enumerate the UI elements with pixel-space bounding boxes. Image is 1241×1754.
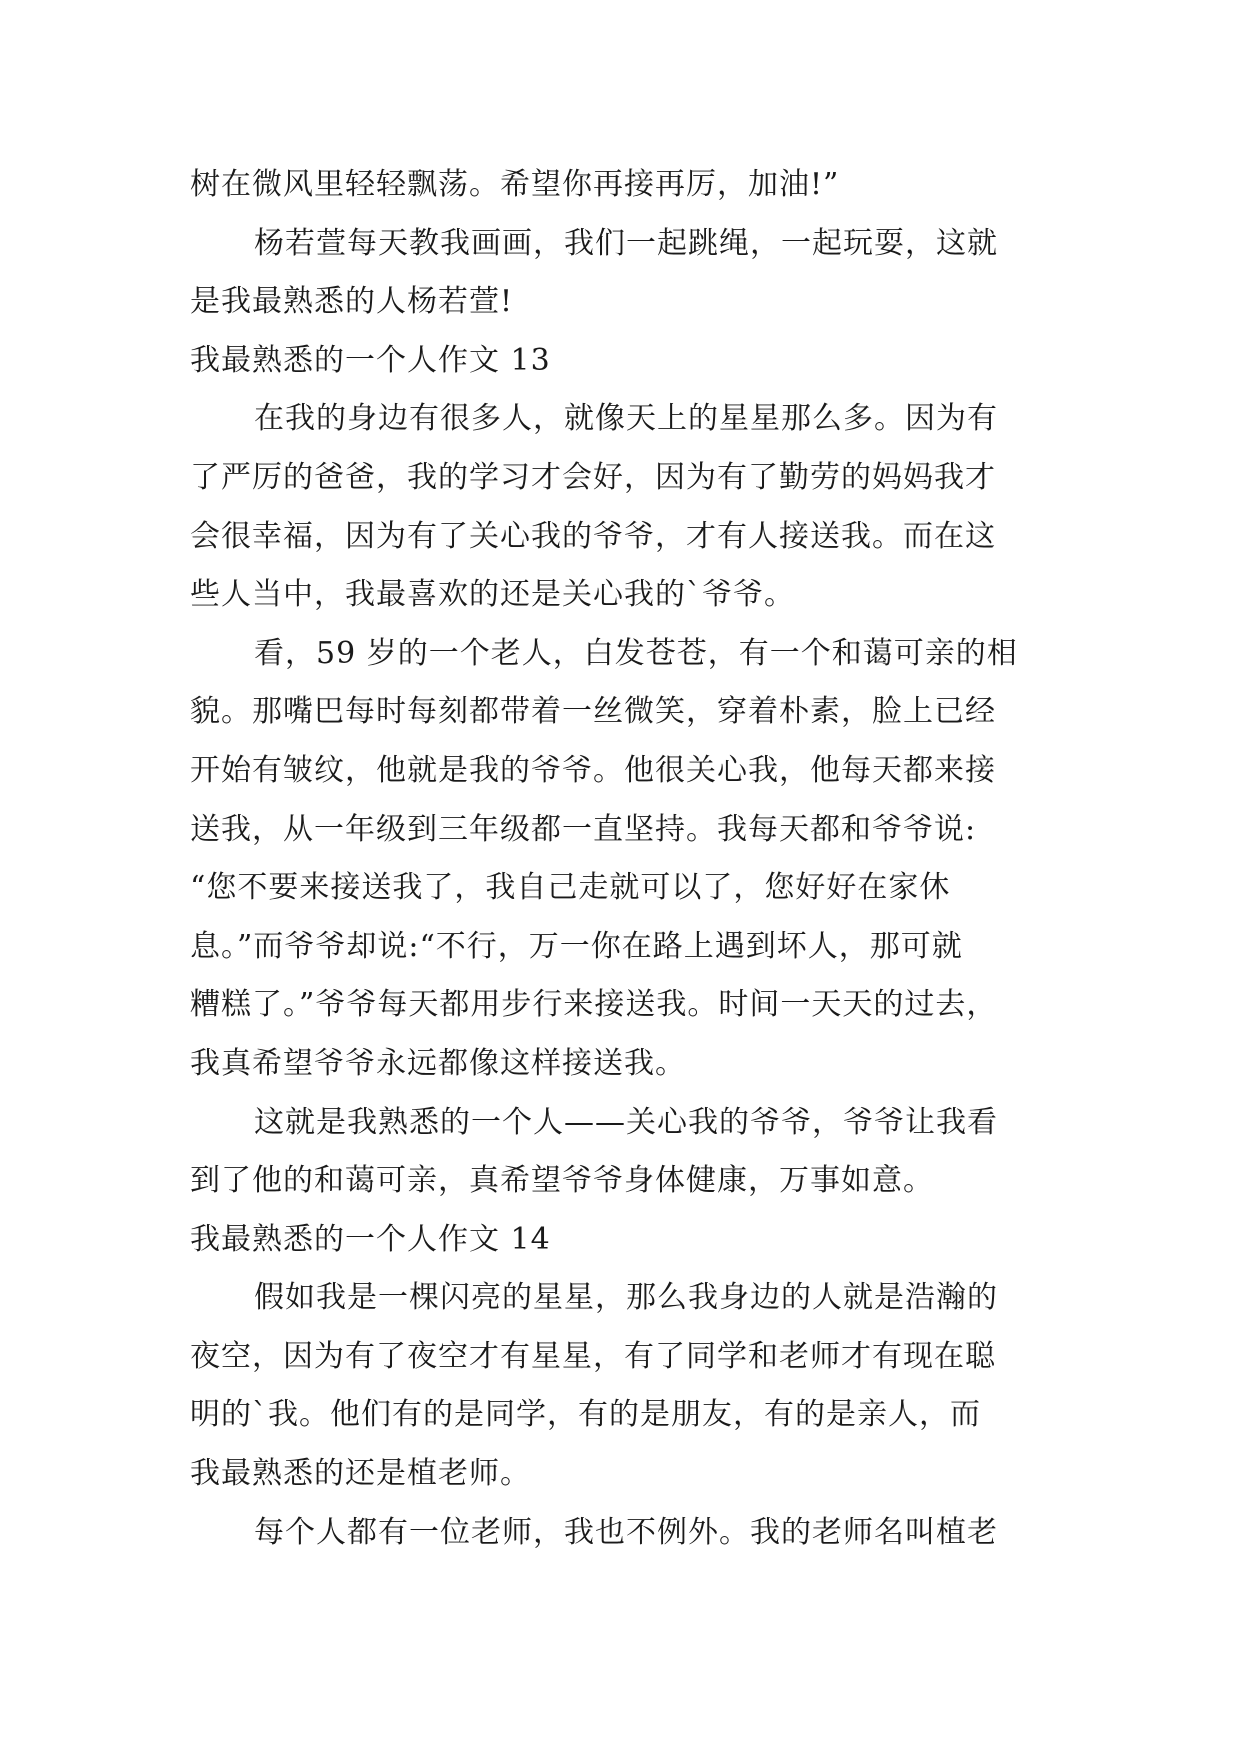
- text-line: 会很幸福，因为有了关心我的爷爷，才有人接送我。而在这: [190, 518, 996, 554]
- heading-text: 我最熟悉的一个人作文 14: [190, 1221, 551, 1257]
- text-line: 貌。那嘴巴每时每刻都带着一丝微笑，穿着朴素，脸上已经: [190, 694, 996, 730]
- text-line: 息。”而爷爷却说:“不行，万一你在路上遇到坏人，那可就: [190, 928, 963, 964]
- text-line: 每个人都有一位老师，我也不例外。我的老师名叫植老: [254, 1514, 998, 1550]
- text-line: 糟糕了。”爷爷每天都用步行来接送我。时间一天天的过去，: [190, 987, 998, 1023]
- text-line: 假如我是一棵闪亮的星星，那么我身边的人就是浩瀚的: [254, 1280, 998, 1316]
- paragraph: [190, 215, 1052, 332]
- paragraph: [190, 1094, 1052, 1211]
- paragraph: [190, 156, 1052, 215]
- text-line: 到了他的和蔼可亲，真希望爷爷身体健康，万事如意。: [190, 1163, 934, 1199]
- text-line: 我最熟悉的还是植老师。: [190, 1456, 531, 1492]
- paragraph: [190, 390, 1052, 624]
- text-line: 杨若萱每天教我画画，我们一起跳绳，一起玩耍，这就: [254, 225, 998, 261]
- text-line: 夜空，因为有了夜空才有星星，有了同学和老师才有现在聪: [190, 1338, 996, 1374]
- text-line: 在我的身边有很多人，就像天上的星星那么多。因为有: [254, 401, 998, 437]
- text-line: 明的`我。他们有的是同学，有的是朋友，有的是亲人，而: [190, 1397, 981, 1433]
- section-heading: [190, 332, 1052, 391]
- document-body: [190, 156, 1052, 1562]
- paragraph: [190, 625, 1052, 1094]
- text-line: 看，59 岁的一个老人，白发苍苍，有一个和蔼可亲的相: [254, 635, 1018, 671]
- paragraph: [190, 1504, 1052, 1563]
- text-line: 是我最熟悉的人杨若萱!: [190, 284, 514, 320]
- heading-text: 我最熟悉的一个人作文 13: [190, 342, 551, 378]
- paragraph: [190, 1269, 1052, 1503]
- text-line: 送我，从一年级到三年级都一直坚持。我每天都和爷爷说:: [190, 811, 977, 847]
- text-line: 开始有皱纹，他就是我的爷爷。他很关心我，他每天都来接: [190, 752, 996, 788]
- section-heading: [190, 1211, 1052, 1270]
- text-line: 我真希望爷爷永远都像这样接送我。: [190, 1045, 686, 1081]
- text-line: 了严厉的爸爸，我的学习才会好，因为有了勤劳的妈妈我才: [190, 459, 996, 495]
- text-line: 这就是我熟悉的一个人——关心我的爷爷，爷爷让我看: [254, 1104, 998, 1140]
- text-line: 树在微风里轻轻飘荡。希望你再接再厉，加油!”: [190, 167, 840, 202]
- text-line: “您不要来接送我了，我自己走就可以了，您好好在家休: [190, 870, 951, 906]
- text-line: 些人当中，我最喜欢的还是关心我的`爷爷。: [190, 577, 795, 613]
